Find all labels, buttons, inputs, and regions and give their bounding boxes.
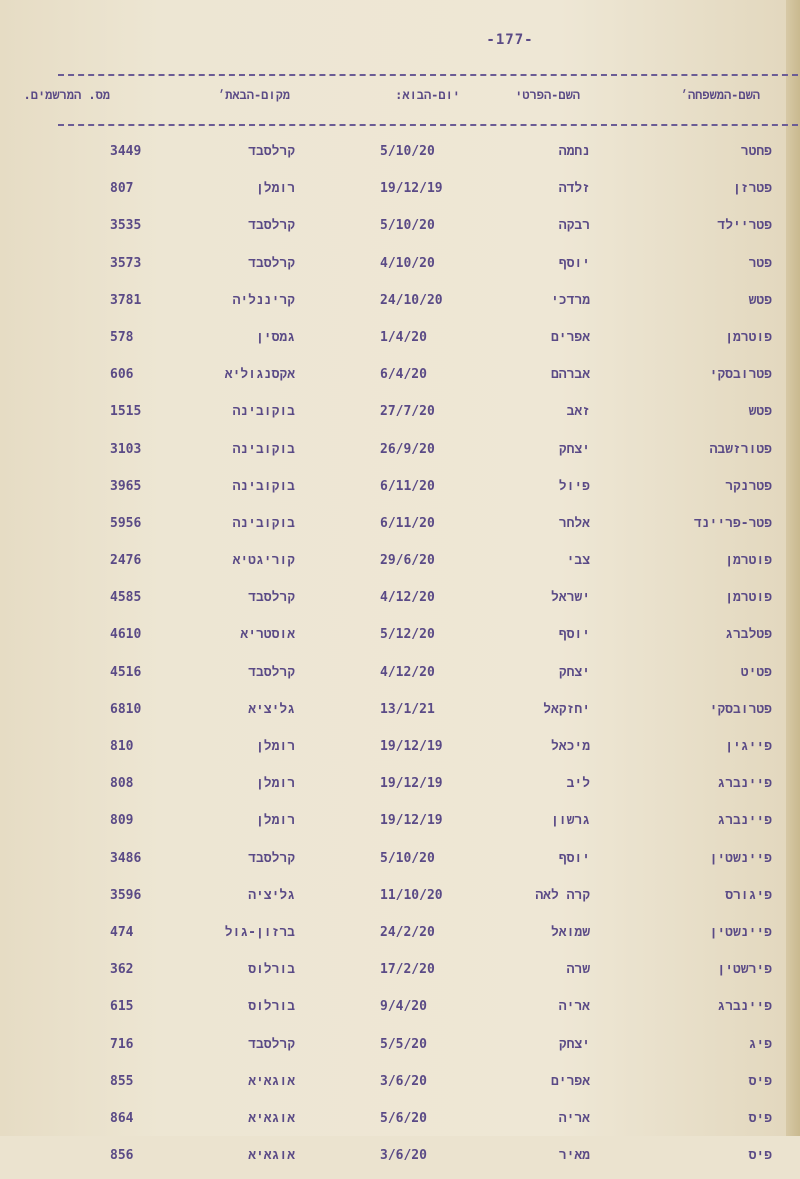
record-number-cell: 615 (110, 999, 134, 1015)
arrival-date-cell: 17/2/20 (380, 962, 435, 978)
family-name-cell: פוטרמן (725, 553, 772, 569)
arrival-date-cell: 11/10/20 (380, 887, 443, 903)
record-number-cell: 6810 (110, 701, 142, 717)
origin-place-cell: גמסין (255, 329, 295, 345)
record-number-cell: 3596 (110, 887, 142, 903)
given-name-cell: יצחק (558, 1036, 590, 1052)
given-name-cell: מרדכי (550, 292, 590, 308)
given-name-cell: אריה (558, 1110, 590, 1126)
arrival-date-cell: 19/12/19 (380, 739, 443, 754)
given-name-cell: מיכאל (550, 739, 590, 754)
given-name-cell: אלחר (558, 515, 590, 531)
header-family-name: השם-המשפחה׳ (680, 88, 760, 102)
family-name-cell: פוטרמן (725, 590, 772, 606)
header-given-name: השם-הפרטי (515, 88, 580, 102)
arrival-date-cell: 3/6/20 (380, 1148, 427, 1164)
origin-place-cell: קרלסבד (248, 850, 295, 866)
record-number-cell: 4610 (110, 627, 142, 643)
family-name-cell: פיינשטין (709, 850, 772, 866)
given-name-cell: שרה (566, 962, 590, 978)
table-row (0, 287, 800, 324)
origin-place-cell: קרלסבד (248, 664, 295, 680)
family-name-cell: פטש (748, 292, 772, 308)
given-name-cell: צבי (566, 553, 590, 569)
given-name-cell: ישראל (550, 590, 590, 606)
record-number-cell: 2476 (110, 553, 142, 569)
table-row (0, 250, 800, 287)
table-row (0, 361, 800, 398)
table-row (0, 919, 800, 956)
table-row (0, 993, 800, 1030)
record-number-cell: 3781 (110, 292, 142, 308)
family-name-cell: פיס (748, 1110, 772, 1126)
table-row (0, 1068, 800, 1105)
given-name-cell: שמואל (550, 924, 590, 940)
header-bottom-rule (58, 124, 798, 126)
origin-place-cell: קרלסבד (248, 255, 295, 271)
origin-place-cell: בורלוס (248, 962, 295, 978)
origin-place-cell: רומלן (255, 776, 295, 792)
register-table (0, 138, 800, 1179)
given-name-cell: פיול (558, 478, 590, 494)
table-row (0, 1142, 800, 1179)
arrival-date-cell: 13/1/21 (380, 701, 435, 717)
table-row (0, 770, 800, 807)
record-number-cell: 1515 (110, 404, 142, 420)
table-row (0, 696, 800, 733)
given-name-cell: אריה (558, 999, 590, 1015)
arrival-date-cell: 4/12/20 (380, 590, 435, 606)
arrival-date-cell: 29/6/20 (380, 553, 435, 569)
arrival-date-cell: 5/6/20 (380, 1110, 427, 1126)
arrival-date-cell: 9/4/20 (380, 999, 427, 1015)
header-top-rule (58, 74, 798, 76)
origin-place-cell: קרלסבד (248, 1036, 295, 1052)
origin-place-cell: אוסטריא (240, 627, 295, 643)
family-name-cell: פטש (748, 404, 772, 420)
record-number-cell: 864 (110, 1110, 134, 1126)
arrival-date-cell: 6/11/20 (380, 515, 435, 531)
family-name-cell: פירשטין (717, 962, 772, 978)
origin-place-cell: קרלסבד (248, 590, 295, 606)
given-name-cell: אפרים (550, 329, 590, 345)
arrival-date-cell: 19/12/19 (380, 813, 443, 829)
origin-place-cell: קריננליה (232, 292, 295, 308)
record-number-cell: 578 (110, 329, 134, 345)
family-name-cell: פיגורס (725, 887, 772, 903)
family-name-cell: פטרנקר (725, 478, 772, 494)
given-name-cell: יוסף (558, 850, 590, 866)
given-name-cell: יחזקאל (543, 701, 590, 717)
given-name-cell: גרשון (550, 813, 590, 829)
record-number-cell: 856 (110, 1148, 134, 1164)
record-number-cell: 474 (110, 924, 134, 940)
family-name-cell: פטריילד (717, 218, 772, 234)
origin-place-cell: בוקובינה (232, 478, 295, 494)
record-number-cell: 808 (110, 776, 134, 792)
family-name-cell: פטורזשבה (709, 441, 772, 457)
table-row (0, 733, 800, 770)
arrival-date-cell: 26/9/20 (380, 441, 435, 457)
origin-place-cell: בוקובינה (232, 515, 295, 531)
table-row (0, 584, 800, 621)
arrival-date-cell: 27/7/20 (380, 404, 435, 420)
family-name-cell: פוטרמן (725, 329, 772, 345)
arrival-date-cell: 4/10/20 (380, 255, 435, 271)
table-row (0, 436, 800, 473)
record-number-cell: 4516 (110, 664, 142, 680)
arrival-date-cell: 1/4/20 (380, 329, 427, 345)
origin-place-cell: רומלן (255, 739, 295, 754)
record-number-cell: 855 (110, 1073, 134, 1089)
family-name-cell: פטר-פריינד (693, 515, 772, 531)
given-name-cell: מאיר (558, 1148, 590, 1164)
record-number-cell: 3449 (110, 144, 142, 159)
arrival-date-cell: 19/12/19 (380, 776, 443, 792)
origin-place-cell: רומלן (255, 813, 295, 829)
table-row (0, 138, 800, 175)
table-row (0, 1105, 800, 1142)
origin-place-cell: גליציה (248, 887, 295, 903)
given-name-cell: זאב (566, 404, 590, 420)
record-number-cell: 5956 (110, 515, 142, 531)
arrival-date-cell: 5/10/20 (380, 850, 435, 866)
family-name-cell: פיס (748, 1148, 772, 1164)
arrival-date-cell: 5/10/20 (380, 144, 435, 159)
family-name-cell: פטרובסקי (709, 367, 772, 383)
record-number-cell: 3573 (110, 255, 142, 271)
origin-place-cell: אוגאיא (248, 1073, 295, 1089)
record-number-cell: 810 (110, 739, 134, 754)
header-origin-place: מקום-הבאת׳ (217, 88, 290, 102)
family-name-cell: פיינברג (717, 813, 772, 829)
arrival-date-cell: 19/12/19 (380, 181, 443, 197)
given-name-cell: קרה לאה (535, 887, 590, 903)
arrival-date-cell: 24/2/20 (380, 924, 435, 940)
table-row (0, 212, 800, 249)
given-name-cell: יצחק (558, 441, 590, 457)
record-number-cell: 4585 (110, 590, 142, 606)
arrival-date-cell: 3/6/20 (380, 1073, 427, 1089)
header-record-number: מס. המרשמים. (23, 88, 110, 102)
origin-place-cell: קרלסבד (248, 218, 295, 234)
origin-place-cell: קרלסבד (248, 144, 295, 159)
arrival-date-cell: 4/12/20 (380, 664, 435, 680)
arrival-date-cell: 5/10/20 (380, 218, 435, 234)
table-row (0, 956, 800, 993)
table-row (0, 510, 800, 547)
origin-place-cell: בוקובינה (232, 441, 295, 457)
given-name-cell: יוסף (558, 255, 590, 271)
arrival-date-cell: 5/12/20 (380, 627, 435, 643)
family-name-cell: פיינשטין (709, 924, 772, 940)
given-name-cell: זלדה (558, 181, 590, 197)
given-name-cell: יוסף (558, 627, 590, 643)
origin-place-cell: בוקובינה (232, 404, 295, 420)
origin-place-cell: אוגאיא (248, 1110, 295, 1126)
table-row (0, 659, 800, 696)
family-name-cell: פיג (748, 1036, 772, 1052)
header-arrival-date: יום-הבוא: (395, 88, 460, 102)
table-row (0, 175, 800, 212)
record-number-cell: 716 (110, 1036, 134, 1052)
table-row (0, 398, 800, 435)
table-row (0, 845, 800, 882)
arrival-date-cell: 6/11/20 (380, 478, 435, 494)
table-row (0, 621, 800, 658)
origin-place-cell: ברזון-גול (224, 924, 295, 940)
page-number: -177- (486, 32, 534, 48)
family-name-cell: פטרובסקי (709, 701, 772, 717)
origin-place-cell: אוגאיא (248, 1148, 295, 1164)
table-row (0, 473, 800, 510)
origin-place-cell: קוריגטיא (232, 553, 295, 569)
family-name-cell: פטיט (740, 664, 772, 680)
record-number-cell: 3486 (110, 850, 142, 866)
arrival-date-cell: 24/10/20 (380, 292, 443, 308)
given-name-cell: אפרים (550, 1073, 590, 1089)
family-name-cell: פיינברג (717, 776, 772, 792)
table-row (0, 1031, 800, 1068)
table-row (0, 324, 800, 361)
table-row (0, 807, 800, 844)
family-name-cell: פטר (748, 255, 772, 271)
table-row (0, 882, 800, 919)
record-number-cell: 606 (110, 367, 134, 383)
arrival-date-cell: 6/4/20 (380, 367, 427, 383)
family-name-cell: פטרזן (732, 181, 772, 197)
origin-place-cell: רומלן (255, 181, 295, 197)
given-name-cell: יצחק (558, 664, 590, 680)
given-name-cell: נחמה (558, 144, 590, 159)
record-number-cell: 3965 (110, 478, 142, 494)
record-number-cell: 809 (110, 813, 134, 829)
family-name-cell: פיס (748, 1073, 772, 1089)
family-name-cell: פייגין (725, 739, 772, 754)
table-header (23, 88, 760, 112)
record-number-cell: 3103 (110, 441, 142, 457)
record-number-cell: 3535 (110, 218, 142, 234)
arrival-date-cell: 5/5/20 (380, 1036, 427, 1052)
record-number-cell: 807 (110, 181, 134, 197)
record-number-cell: 362 (110, 962, 134, 978)
family-name-cell: פחטר (740, 144, 772, 159)
origin-place-cell: אקסנגוליא (224, 367, 295, 383)
family-name-cell: פטלברג (725, 627, 772, 643)
table-row (0, 547, 800, 584)
origin-place-cell: בורלוס (248, 999, 295, 1015)
given-name-cell: ליב (566, 776, 590, 792)
origin-place-cell: גליציא (248, 701, 295, 717)
family-name-cell: פיינברג (717, 999, 772, 1015)
given-name-cell: רבקה (558, 218, 590, 234)
given-name-cell: אברהם (550, 367, 590, 383)
